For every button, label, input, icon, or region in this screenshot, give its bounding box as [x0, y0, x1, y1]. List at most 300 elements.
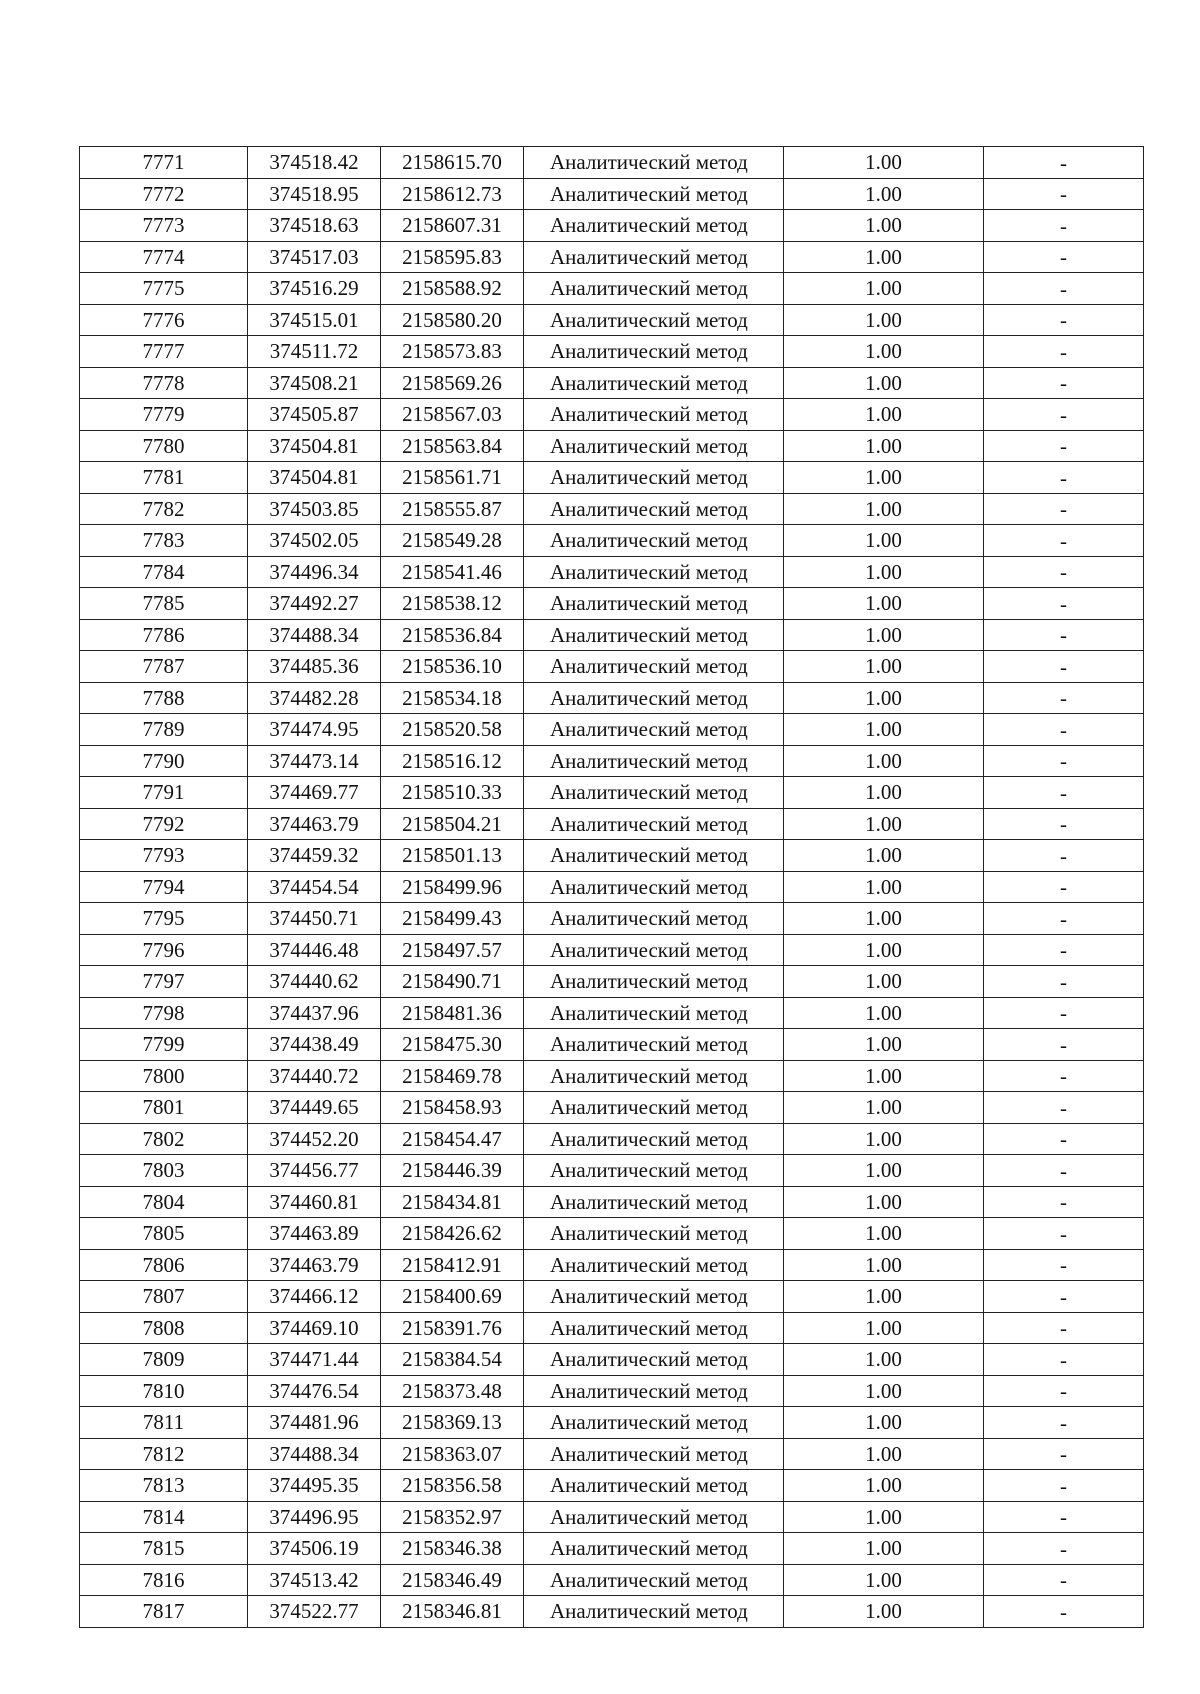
accuracy-cell: 1.00	[784, 651, 984, 683]
x-coordinate-cell: 374474.95	[248, 714, 381, 746]
method-cell: Аналитический метод	[524, 1155, 784, 1187]
point-number-cell: 7806	[80, 1249, 248, 1281]
table-row	[80, 934, 1144, 966]
accuracy-cell: 1.00	[784, 808, 984, 840]
point-number-cell: 7812	[80, 1438, 248, 1470]
note-cell: -	[984, 399, 1144, 431]
y-coordinate-cell: 2158588.92	[381, 273, 524, 305]
x-coordinate-cell: 374440.62	[248, 966, 381, 998]
x-coordinate-cell: 374456.77	[248, 1155, 381, 1187]
x-coordinate-cell: 374495.35	[248, 1470, 381, 1502]
point-number-cell: 7817	[80, 1596, 248, 1628]
y-coordinate-cell: 2158555.87	[381, 493, 524, 525]
point-number-cell: 7777	[80, 336, 248, 368]
note-cell: -	[984, 1533, 1144, 1565]
point-number-cell: 7814	[80, 1501, 248, 1533]
x-coordinate-cell: 374518.42	[248, 147, 381, 179]
table-row	[80, 1438, 1144, 1470]
note-cell: -	[984, 1344, 1144, 1376]
accuracy-cell: 1.00	[784, 1344, 984, 1376]
table-row	[80, 462, 1144, 494]
y-coordinate-cell: 2158391.76	[381, 1312, 524, 1344]
note-cell: -	[984, 1281, 1144, 1313]
accuracy-cell: 1.00	[784, 903, 984, 935]
method-cell: Аналитический метод	[524, 273, 784, 305]
point-number-cell: 7780	[80, 430, 248, 462]
y-coordinate-cell: 2158516.12	[381, 745, 524, 777]
method-cell: Аналитический метод	[524, 934, 784, 966]
note-cell: -	[984, 1501, 1144, 1533]
table-row	[80, 1375, 1144, 1407]
table-row	[80, 1029, 1144, 1061]
table-row	[80, 1312, 1144, 1344]
y-coordinate-cell: 2158454.47	[381, 1123, 524, 1155]
method-cell: Аналитический метод	[524, 714, 784, 746]
note-cell: -	[984, 619, 1144, 651]
accuracy-cell: 1.00	[784, 1375, 984, 1407]
table-row	[80, 1470, 1144, 1502]
accuracy-cell: 1.00	[784, 304, 984, 336]
point-number-cell: 7809	[80, 1344, 248, 1376]
table-row	[80, 903, 1144, 935]
point-number-cell: 7815	[80, 1533, 248, 1565]
accuracy-cell: 1.00	[784, 1564, 984, 1596]
accuracy-cell: 1.00	[784, 871, 984, 903]
accuracy-cell: 1.00	[784, 1218, 984, 1250]
table-row	[80, 777, 1144, 809]
table-row	[80, 1218, 1144, 1250]
point-number-cell: 7782	[80, 493, 248, 525]
accuracy-cell: 1.00	[784, 525, 984, 557]
note-cell: -	[984, 273, 1144, 305]
table-row	[80, 714, 1144, 746]
point-number-cell: 7802	[80, 1123, 248, 1155]
x-coordinate-cell: 374482.28	[248, 682, 381, 714]
accuracy-cell: 1.00	[784, 273, 984, 305]
method-cell: Аналитический метод	[524, 871, 784, 903]
method-cell: Аналитический метод	[524, 1029, 784, 1061]
y-coordinate-cell: 2158567.03	[381, 399, 524, 431]
point-number-cell: 7773	[80, 210, 248, 242]
table-row	[80, 241, 1144, 273]
accuracy-cell: 1.00	[784, 556, 984, 588]
accuracy-cell: 1.00	[784, 714, 984, 746]
x-coordinate-cell: 374504.81	[248, 462, 381, 494]
x-coordinate-cell: 374481.96	[248, 1407, 381, 1439]
method-cell: Аналитический метод	[524, 903, 784, 935]
accuracy-cell: 1.00	[784, 1470, 984, 1502]
y-coordinate-cell: 2158346.81	[381, 1596, 524, 1628]
note-cell: -	[984, 1155, 1144, 1187]
y-coordinate-cell: 2158569.26	[381, 367, 524, 399]
table-row	[80, 1344, 1144, 1376]
table-row	[80, 1281, 1144, 1313]
note-cell: -	[984, 1092, 1144, 1124]
table-row	[80, 556, 1144, 588]
accuracy-cell: 1.00	[784, 1249, 984, 1281]
table-row	[80, 1186, 1144, 1218]
note-cell: -	[984, 525, 1144, 557]
method-cell: Аналитический метод	[524, 651, 784, 683]
point-number-cell: 7775	[80, 273, 248, 305]
table-row	[80, 493, 1144, 525]
point-number-cell: 7816	[80, 1564, 248, 1596]
x-coordinate-cell: 374505.87	[248, 399, 381, 431]
accuracy-cell: 1.00	[784, 147, 984, 179]
accuracy-cell: 1.00	[784, 934, 984, 966]
note-cell: -	[984, 556, 1144, 588]
note-cell: -	[984, 241, 1144, 273]
point-number-cell: 7778	[80, 367, 248, 399]
note-cell: -	[984, 1375, 1144, 1407]
note-cell: -	[984, 588, 1144, 620]
method-cell: Аналитический метод	[524, 1281, 784, 1313]
accuracy-cell: 1.00	[784, 588, 984, 620]
y-coordinate-cell: 2158612.73	[381, 178, 524, 210]
y-coordinate-cell: 2158534.18	[381, 682, 524, 714]
y-coordinate-cell: 2158538.12	[381, 588, 524, 620]
y-coordinate-cell: 2158469.78	[381, 1060, 524, 1092]
y-coordinate-cell: 2158615.70	[381, 147, 524, 179]
point-number-cell: 7799	[80, 1029, 248, 1061]
y-coordinate-cell: 2158536.10	[381, 651, 524, 683]
note-cell: -	[984, 367, 1144, 399]
table-row	[80, 336, 1144, 368]
note-cell: -	[984, 210, 1144, 242]
x-coordinate-cell: 374469.77	[248, 777, 381, 809]
note-cell: -	[984, 1123, 1144, 1155]
note-cell: -	[984, 1407, 1144, 1439]
y-coordinate-cell: 2158458.93	[381, 1092, 524, 1124]
method-cell: Аналитический метод	[524, 840, 784, 872]
accuracy-cell: 1.00	[784, 966, 984, 998]
method-cell: Аналитический метод	[524, 336, 784, 368]
point-number-cell: 7788	[80, 682, 248, 714]
accuracy-cell: 1.00	[784, 462, 984, 494]
y-coordinate-cell: 2158499.96	[381, 871, 524, 903]
note-cell: -	[984, 1218, 1144, 1250]
method-cell: Аналитический метод	[524, 1344, 784, 1376]
x-coordinate-cell: 374449.65	[248, 1092, 381, 1124]
y-coordinate-cell: 2158346.49	[381, 1564, 524, 1596]
table-row	[80, 1501, 1144, 1533]
method-cell: Аналитический метод	[524, 997, 784, 1029]
y-coordinate-cell: 2158346.38	[381, 1533, 524, 1565]
y-coordinate-cell: 2158499.43	[381, 903, 524, 935]
y-coordinate-cell: 2158352.97	[381, 1501, 524, 1533]
table-row	[80, 525, 1144, 557]
x-coordinate-cell: 374446.48	[248, 934, 381, 966]
point-number-cell: 7792	[80, 808, 248, 840]
accuracy-cell: 1.00	[784, 1438, 984, 1470]
note-cell: -	[984, 1470, 1144, 1502]
method-cell: Аналитический метод	[524, 619, 784, 651]
accuracy-cell: 1.00	[784, 1155, 984, 1187]
x-coordinate-cell: 374438.49	[248, 1029, 381, 1061]
table-row	[80, 1596, 1144, 1628]
method-cell: Аналитический метод	[524, 556, 784, 588]
table-row	[80, 808, 1144, 840]
point-number-cell: 7801	[80, 1092, 248, 1124]
y-coordinate-cell: 2158561.71	[381, 462, 524, 494]
point-number-cell: 7791	[80, 777, 248, 809]
x-coordinate-cell: 374518.63	[248, 210, 381, 242]
x-coordinate-cell: 374496.34	[248, 556, 381, 588]
x-coordinate-cell: 374466.12	[248, 1281, 381, 1313]
point-number-cell: 7808	[80, 1312, 248, 1344]
point-number-cell: 7803	[80, 1155, 248, 1187]
table-row	[80, 178, 1144, 210]
note-cell: -	[984, 1186, 1144, 1218]
y-coordinate-cell: 2158595.83	[381, 241, 524, 273]
accuracy-cell: 1.00	[784, 493, 984, 525]
method-cell: Аналитический метод	[524, 1533, 784, 1565]
accuracy-cell: 1.00	[784, 1501, 984, 1533]
y-coordinate-cell: 2158520.58	[381, 714, 524, 746]
note-cell: -	[984, 178, 1144, 210]
y-coordinate-cell: 2158426.62	[381, 1218, 524, 1250]
x-coordinate-cell: 374437.96	[248, 997, 381, 1029]
table-row	[80, 399, 1144, 431]
method-cell: Аналитический метод	[524, 1438, 784, 1470]
x-coordinate-cell: 374503.85	[248, 493, 381, 525]
method-cell: Аналитический метод	[524, 1312, 784, 1344]
note-cell: -	[984, 745, 1144, 777]
x-coordinate-cell: 374492.27	[248, 588, 381, 620]
x-coordinate-cell: 374517.03	[248, 241, 381, 273]
x-coordinate-cell: 374488.34	[248, 619, 381, 651]
x-coordinate-cell: 374473.14	[248, 745, 381, 777]
x-coordinate-cell: 374516.29	[248, 273, 381, 305]
point-number-cell: 7807	[80, 1281, 248, 1313]
y-coordinate-cell: 2158549.28	[381, 525, 524, 557]
table-row	[80, 651, 1144, 683]
accuracy-cell: 1.00	[784, 367, 984, 399]
x-coordinate-cell: 374454.54	[248, 871, 381, 903]
accuracy-cell: 1.00	[784, 777, 984, 809]
method-cell: Аналитический метод	[524, 241, 784, 273]
method-cell: Аналитический метод	[524, 966, 784, 998]
accuracy-cell: 1.00	[784, 745, 984, 777]
x-coordinate-cell: 374469.10	[248, 1312, 381, 1344]
y-coordinate-cell: 2158607.31	[381, 210, 524, 242]
note-cell: -	[984, 651, 1144, 683]
table-row	[80, 210, 1144, 242]
y-coordinate-cell: 2158481.36	[381, 997, 524, 1029]
accuracy-cell: 1.00	[784, 1060, 984, 1092]
y-coordinate-cell: 2158384.54	[381, 1344, 524, 1376]
method-cell: Аналитический метод	[524, 1123, 784, 1155]
accuracy-cell: 1.00	[784, 682, 984, 714]
accuracy-cell: 1.00	[784, 1596, 984, 1628]
x-coordinate-cell: 374452.20	[248, 1123, 381, 1155]
note-cell: -	[984, 997, 1144, 1029]
table-row	[80, 1533, 1144, 1565]
method-cell: Аналитический метод	[524, 1249, 784, 1281]
y-coordinate-cell: 2158446.39	[381, 1155, 524, 1187]
point-number-cell: 7772	[80, 178, 248, 210]
y-coordinate-cell: 2158490.71	[381, 966, 524, 998]
point-number-cell: 7790	[80, 745, 248, 777]
point-number-cell: 7794	[80, 871, 248, 903]
x-coordinate-cell: 374506.19	[248, 1533, 381, 1565]
method-cell: Аналитический метод	[524, 1596, 784, 1628]
x-coordinate-cell: 374508.21	[248, 367, 381, 399]
point-number-cell: 7783	[80, 525, 248, 557]
y-coordinate-cell: 2158412.91	[381, 1249, 524, 1281]
point-number-cell: 7810	[80, 1375, 248, 1407]
point-number-cell: 7789	[80, 714, 248, 746]
x-coordinate-cell: 374488.34	[248, 1438, 381, 1470]
note-cell: -	[984, 430, 1144, 462]
method-cell: Аналитический метод	[524, 1407, 784, 1439]
x-coordinate-cell: 374502.05	[248, 525, 381, 557]
y-coordinate-cell: 2158504.21	[381, 808, 524, 840]
point-number-cell: 7798	[80, 997, 248, 1029]
point-number-cell: 7800	[80, 1060, 248, 1092]
y-coordinate-cell: 2158356.58	[381, 1470, 524, 1502]
x-coordinate-cell: 374496.95	[248, 1501, 381, 1533]
note-cell: -	[984, 1312, 1144, 1344]
accuracy-cell: 1.00	[784, 1281, 984, 1313]
table-row	[80, 147, 1144, 179]
y-coordinate-cell: 2158573.83	[381, 336, 524, 368]
note-cell: -	[984, 871, 1144, 903]
accuracy-cell: 1.00	[784, 840, 984, 872]
x-coordinate-cell: 374463.89	[248, 1218, 381, 1250]
x-coordinate-cell: 374459.32	[248, 840, 381, 872]
note-cell: -	[984, 1596, 1144, 1628]
point-number-cell: 7787	[80, 651, 248, 683]
method-cell: Аналитический метод	[524, 1470, 784, 1502]
point-number-cell: 7795	[80, 903, 248, 935]
table-row	[80, 840, 1144, 872]
table-row	[80, 745, 1144, 777]
note-cell: -	[984, 336, 1144, 368]
method-cell: Аналитический метод	[524, 1092, 784, 1124]
y-coordinate-cell: 2158400.69	[381, 1281, 524, 1313]
point-number-cell: 7804	[80, 1186, 248, 1218]
point-number-cell: 7776	[80, 304, 248, 336]
point-number-cell: 7786	[80, 619, 248, 651]
point-number-cell: 7785	[80, 588, 248, 620]
accuracy-cell: 1.00	[784, 241, 984, 273]
note-cell: -	[984, 840, 1144, 872]
coordinates-table-body	[80, 147, 1144, 1628]
x-coordinate-cell: 374511.72	[248, 336, 381, 368]
x-coordinate-cell: 374463.79	[248, 1249, 381, 1281]
method-cell: Аналитический метод	[524, 682, 784, 714]
note-cell: -	[984, 304, 1144, 336]
point-number-cell: 7793	[80, 840, 248, 872]
y-coordinate-cell: 2158363.07	[381, 1438, 524, 1470]
point-number-cell: 7784	[80, 556, 248, 588]
method-cell: Аналитический метод	[524, 430, 784, 462]
x-coordinate-cell: 374450.71	[248, 903, 381, 935]
point-number-cell: 7779	[80, 399, 248, 431]
note-cell: -	[984, 462, 1144, 494]
method-cell: Аналитический метод	[524, 1501, 784, 1533]
table-row	[80, 966, 1144, 998]
method-cell: Аналитический метод	[524, 210, 784, 242]
method-cell: Аналитический метод	[524, 1186, 784, 1218]
point-number-cell: 7771	[80, 147, 248, 179]
accuracy-cell: 1.00	[784, 997, 984, 1029]
point-number-cell: 7813	[80, 1470, 248, 1502]
method-cell: Аналитический метод	[524, 1564, 784, 1596]
x-coordinate-cell: 374513.42	[248, 1564, 381, 1596]
accuracy-cell: 1.00	[784, 1123, 984, 1155]
accuracy-cell: 1.00	[784, 1407, 984, 1439]
y-coordinate-cell: 2158369.13	[381, 1407, 524, 1439]
accuracy-cell: 1.00	[784, 336, 984, 368]
method-cell: Аналитический метод	[524, 147, 784, 179]
note-cell: -	[984, 682, 1144, 714]
method-cell: Аналитический метод	[524, 462, 784, 494]
method-cell: Аналитический метод	[524, 304, 784, 336]
table-row	[80, 1564, 1144, 1596]
table-row	[80, 273, 1144, 305]
y-coordinate-cell: 2158475.30	[381, 1029, 524, 1061]
method-cell: Аналитический метод	[524, 1218, 784, 1250]
note-cell: -	[984, 1029, 1144, 1061]
point-number-cell: 7797	[80, 966, 248, 998]
table-row	[80, 619, 1144, 651]
table-row	[80, 367, 1144, 399]
note-cell: -	[984, 714, 1144, 746]
method-cell: Аналитический метод	[524, 399, 784, 431]
y-coordinate-cell: 2158541.46	[381, 556, 524, 588]
method-cell: Аналитический метод	[524, 1375, 784, 1407]
method-cell: Аналитический метод	[524, 808, 784, 840]
method-cell: Аналитический метод	[524, 745, 784, 777]
x-coordinate-cell: 374460.81	[248, 1186, 381, 1218]
x-coordinate-cell: 374522.77	[248, 1596, 381, 1628]
y-coordinate-cell: 2158580.20	[381, 304, 524, 336]
accuracy-cell: 1.00	[784, 1092, 984, 1124]
accuracy-cell: 1.00	[784, 619, 984, 651]
note-cell: -	[984, 493, 1144, 525]
method-cell: Аналитический метод	[524, 178, 784, 210]
coordinates-table	[79, 146, 1144, 1628]
point-number-cell: 7774	[80, 241, 248, 273]
table-row	[80, 430, 1144, 462]
accuracy-cell: 1.00	[784, 178, 984, 210]
accuracy-cell: 1.00	[784, 1533, 984, 1565]
table-row	[80, 871, 1144, 903]
table-row	[80, 1123, 1144, 1155]
table-row	[80, 1249, 1144, 1281]
note-cell: -	[984, 808, 1144, 840]
method-cell: Аналитический метод	[524, 367, 784, 399]
accuracy-cell: 1.00	[784, 1029, 984, 1061]
method-cell: Аналитический метод	[524, 493, 784, 525]
table-row	[80, 682, 1144, 714]
note-cell: -	[984, 1060, 1144, 1092]
y-coordinate-cell: 2158373.48	[381, 1375, 524, 1407]
method-cell: Аналитический метод	[524, 777, 784, 809]
x-coordinate-cell: 374476.54	[248, 1375, 381, 1407]
note-cell: -	[984, 966, 1144, 998]
y-coordinate-cell: 2158497.57	[381, 934, 524, 966]
table-row	[80, 1155, 1144, 1187]
x-coordinate-cell: 374463.79	[248, 808, 381, 840]
point-number-cell: 7781	[80, 462, 248, 494]
accuracy-cell: 1.00	[784, 1312, 984, 1344]
point-number-cell: 7805	[80, 1218, 248, 1250]
x-coordinate-cell: 374504.81	[248, 430, 381, 462]
x-coordinate-cell: 374485.36	[248, 651, 381, 683]
